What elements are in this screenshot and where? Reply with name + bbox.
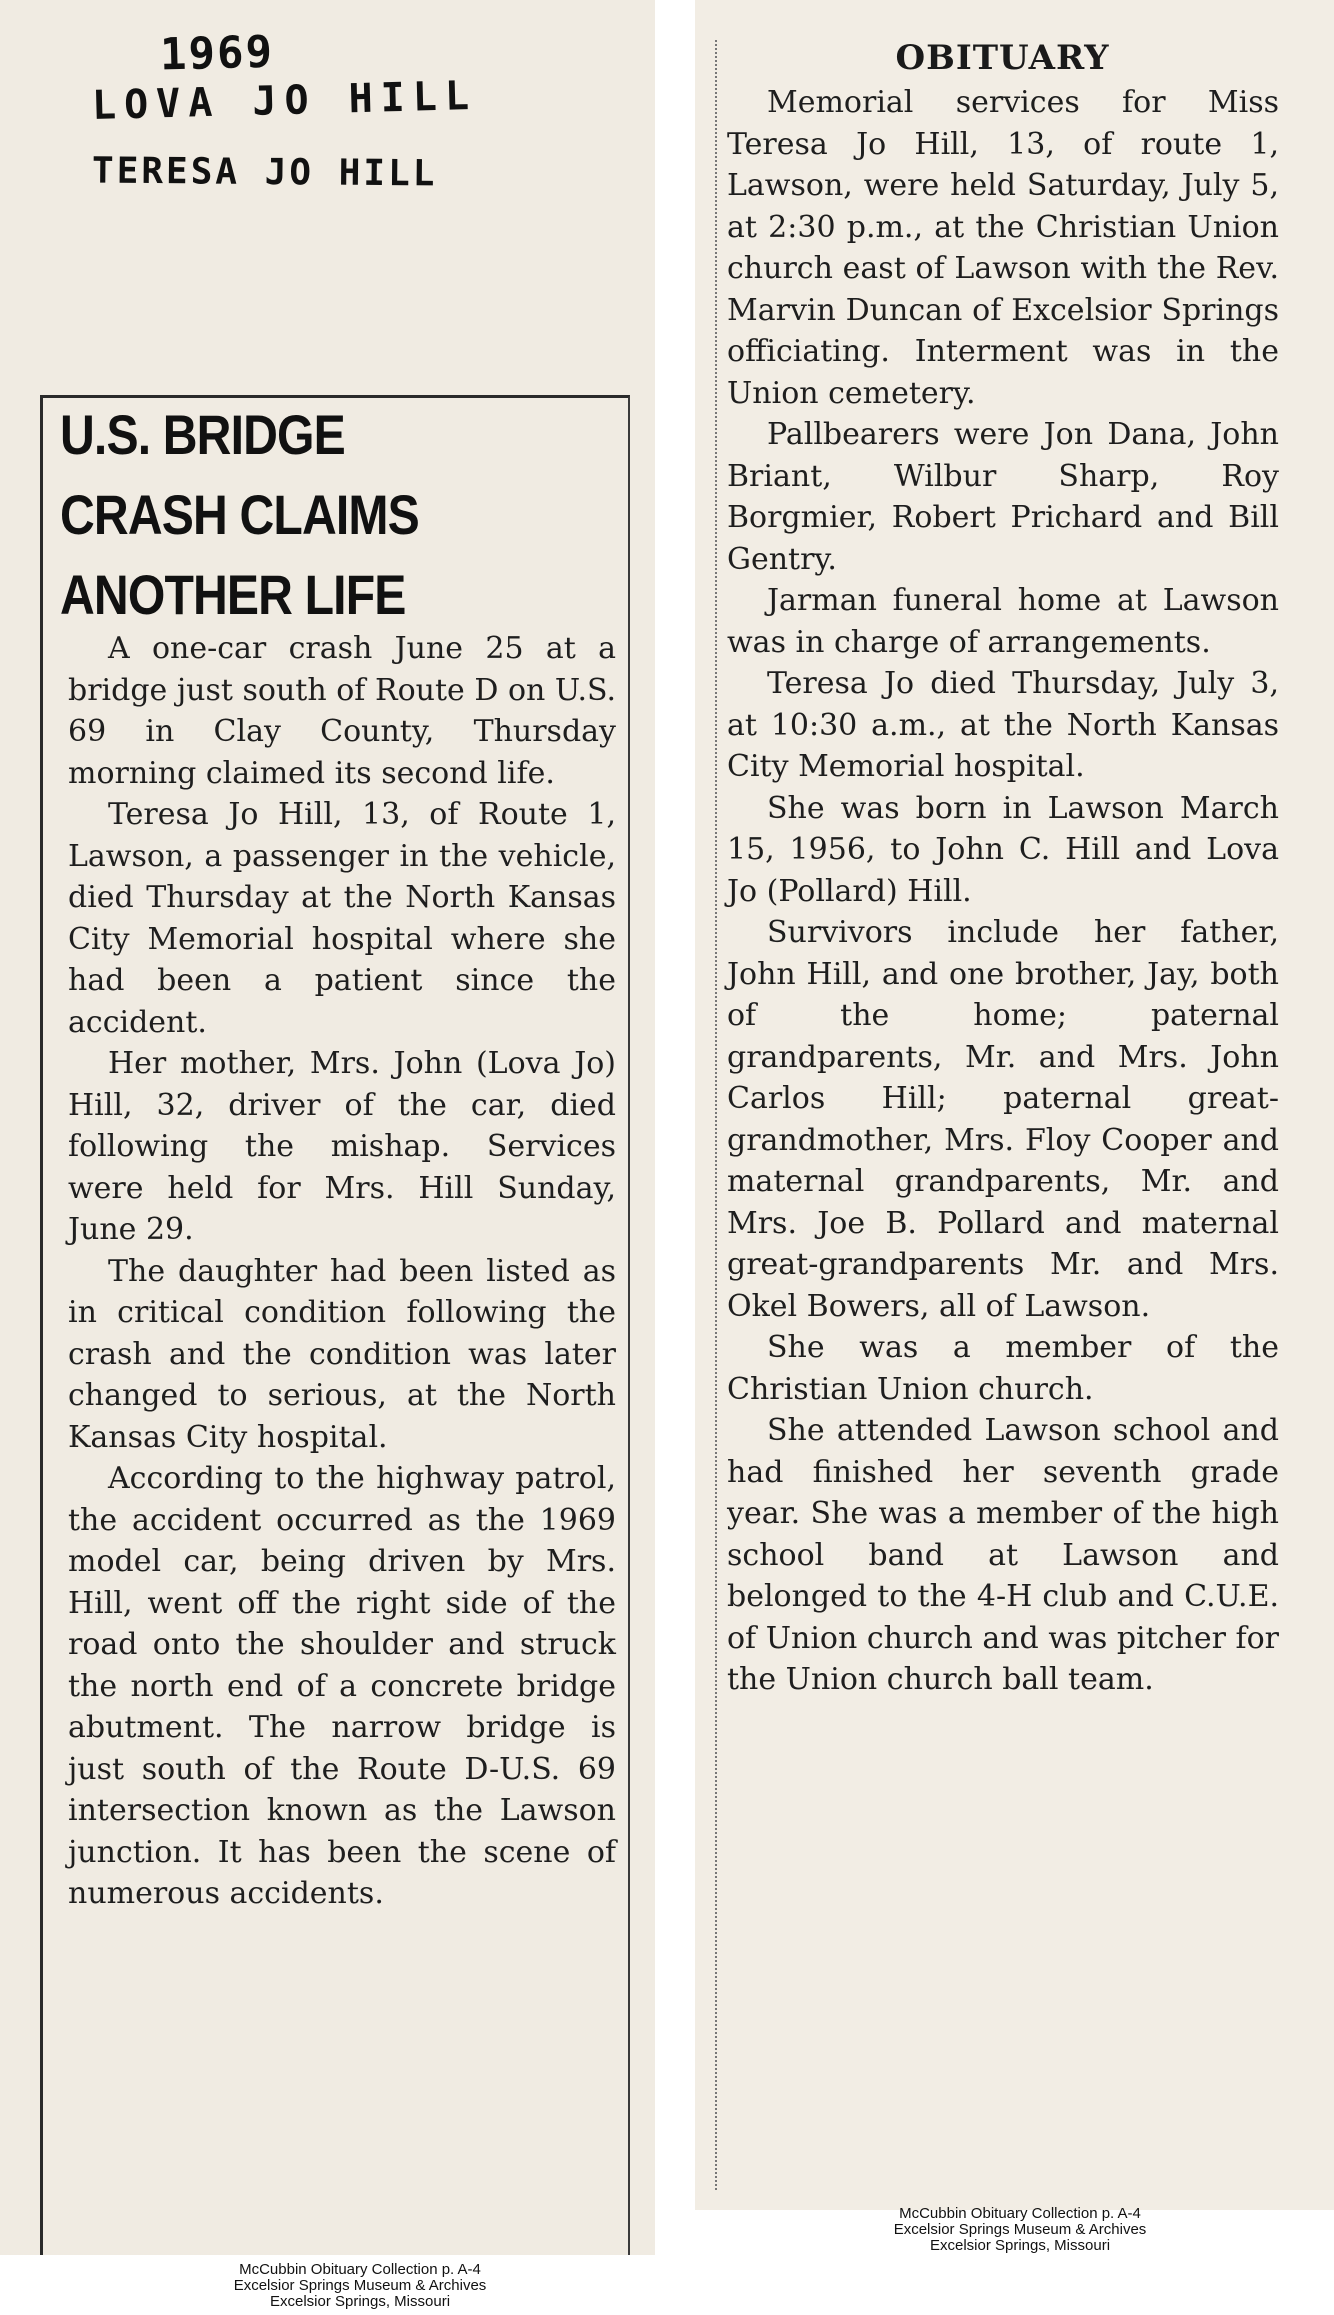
- obituary-paragraph: She was a member of the Christian Union church.: [727, 1330, 1279, 1407]
- obituary-paragraph: Survivors include her father, John Hill, and one brother, Jay, both of the home; paternal grandparents, Mr. and Mrs. John Carlos Hill; paternal great-grandmother, Mrs. Floy Cooper and maternal grandparents, Mr. and Mrs. Joe B. Pollard and maternal great-grandparents Mr. and Mrs. Okel Bowers, all of Lawson.: [727, 915, 1279, 1324]
- caption-line: McCubbin Obituary Collection p. A-4: [239, 2261, 481, 2278]
- caption-line: McCubbin Obituary Collection p. A-4: [899, 2205, 1141, 2222]
- caption-line: Excelsior Springs Museum & Archives: [893, 2221, 1147, 2238]
- collection-caption-right: [830, 2206, 1210, 2254]
- caption-line: Excelsior Springs, Missouri: [269, 2293, 451, 2310]
- headline-line: CRASH CLAIMS: [60, 483, 419, 546]
- caption-line: Excelsior Springs Museum & Archives: [233, 2277, 487, 2294]
- article-paragraph: The daughter had been listed as in critical condition following the crash and the condition was later changed to serious, at the North Kansas City hospital.: [68, 1253, 616, 1455]
- clipping-edge: [715, 40, 725, 2190]
- obituary-paragraph: Memorial services for Miss Teresa Jo Hill, 13, of route 1, Lawson, were held Saturday, July 5, at 2:30 p.m., at the Christian Union church east of Lawson with the Rev. Marvin Duncan of Excelsior Springs officiating. Interment was in the Union cemetery.: [727, 85, 1279, 411]
- obituary-body: [727, 82, 1279, 1701]
- obituary-paragraph: She attended Lawson school and had finished her seventh grade year. She was a member of the high school band at Lawson and belonged to the 4-H club and C.U.E. of Union church and was pitcher for the Union church ball team.: [727, 1413, 1279, 1697]
- article-headline: [60, 395, 542, 635]
- article-paragraph: Teresa Jo Hill, 13, of Route 1, Lawson, a passenger in the vehicle, died Thursday at the North Kansas City Memorial hospital where she had been a patient since the accident.: [68, 797, 616, 1040]
- headline-line: U.S. BRIDGE: [60, 403, 345, 466]
- article-body: [68, 628, 616, 1915]
- obituary-paragraph: She was born in Lawson March 15, 1956, to John C. Hill and Lova Jo (Pollard) Hill.: [727, 790, 1279, 909]
- handwritten-year: 1969: [159, 26, 275, 81]
- headline-line: ANOTHER LIFE: [60, 563, 406, 626]
- obituary-heading: OBITUARY: [895, 38, 1110, 78]
- handwritten-name-teresa: TERESA JO HILL: [91, 150, 438, 195]
- collection-caption-left: [170, 2262, 550, 2310]
- obituary-paragraph: Pallbearers were Jon Dana, John Briant, Wilbur Sharp, Roy Borgmier, Robert Prichard and Bill Gentry.: [727, 417, 1279, 577]
- caption-line: Excelsior Springs, Missouri: [929, 2237, 1111, 2254]
- obituary-paragraph: Jarman funeral home at Lawson was in charge of arrangements.: [727, 583, 1279, 660]
- obituary-paragraph: Teresa Jo died Thursday, July 3, at 10:30 a.m., at the North Kansas City Memorial hospital.: [727, 666, 1279, 784]
- article-paragraph: Her mother, Mrs. John (Lova Jo) Hill, 32, driver of the car, died following the mishap. Services were held for Mrs. Hill Sunday, June 29.: [68, 1046, 616, 1247]
- article-paragraph: A one-car crash June 25 at a bridge just south of Route D on U.S. 69 in Clay County, Thursday morning claimed its second life.: [68, 631, 616, 791]
- article-paragraph: According to the highway patrol, the accident occurred as the 1969 model car, being driven by Mrs. Hill, went off the right side of the road onto the shoulder and struck the north end of a concrete bridge abutment. The narrow bridge is just south of the Route D-U.S. 69 intersection known as the Lawson junction. It has been the scene of numerous accidents.: [68, 1461, 616, 1911]
- handwritten-name-lova: LOVA JO HILL: [91, 72, 478, 130]
- left-clipping: [0, 0, 655, 2255]
